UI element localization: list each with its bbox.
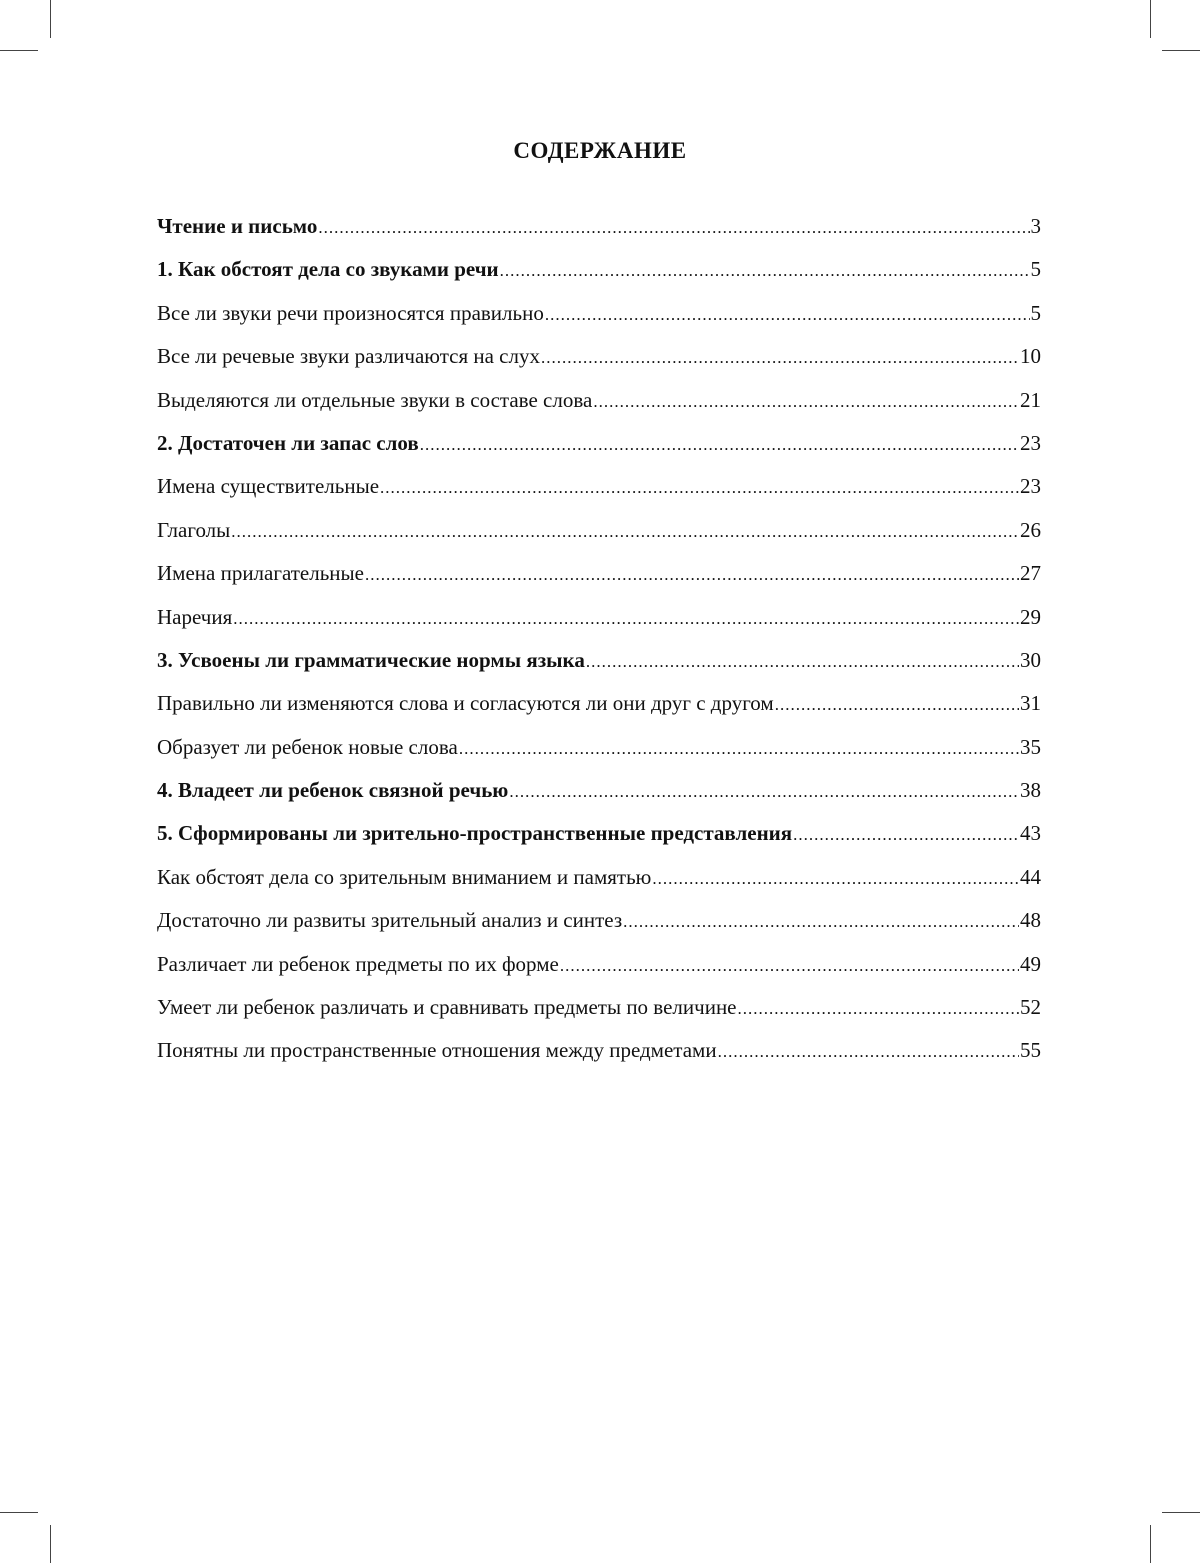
toc-entry-page: 38 (1020, 778, 1041, 803)
toc-leader-dots (775, 683, 1019, 725)
toc-entry-page: 29 (1020, 604, 1041, 629)
toc-leader-dots (593, 380, 1019, 422)
toc-entry-label: Достаточно ли развиты зрительный анализ и синтез (157, 908, 623, 933)
toc-leader-dots (652, 857, 1019, 899)
toc-leader-dots (509, 770, 1019, 812)
page-title: СОДЕРЖАНИЕ (513, 138, 687, 163)
toc-entry-label: Правильно ли изменяются слова и согласуются ли они друг с другом (157, 691, 774, 716)
toc-entry-label: 3. Усвоены ли грамматические нормы языка (157, 647, 585, 672)
toc-leader-dots (380, 466, 1019, 508)
toc-leader-dots (500, 249, 1030, 291)
toc-entry-page: 49 (1020, 951, 1041, 976)
toc-entry[interactable] (157, 292, 1041, 335)
toc-entry-label: 1. Как обстоят дела со звуками речи (157, 257, 499, 282)
crop-mark-bottom-right-h (1162, 1512, 1200, 1513)
toc-entry[interactable] (157, 509, 1041, 552)
crop-mark-bottom-left-v (50, 1525, 51, 1563)
toc-entry-label: Наречия (157, 604, 233, 629)
toc-entry-label: Выделяются ли отдельные звуки в составе слова (157, 387, 593, 412)
toc-leader-dots (545, 293, 1030, 335)
toc-entry-page: 31 (1020, 691, 1041, 716)
toc-entry[interactable] (157, 205, 1041, 248)
crop-mark-bottom-right-v (1150, 1525, 1151, 1563)
toc-entry[interactable] (157, 639, 1041, 682)
toc-entry-label: Умеет ли ребенок различать и сравнивать предметы по величине (157, 995, 737, 1020)
toc-entry[interactable] (157, 422, 1041, 465)
crop-mark-bottom-left-h (0, 1512, 38, 1513)
toc-leader-dots (560, 944, 1019, 986)
toc-entry-label: 5. Сформированы ли зрительно-пространственные представления (157, 821, 793, 846)
toc-entry[interactable] (157, 769, 1041, 812)
toc-entry-label: Все ли звуки речи произносятся правильно (157, 300, 544, 325)
toc-entry[interactable] (157, 552, 1041, 595)
crop-mark-top-right-h (1162, 50, 1200, 51)
toc-entry-label: Образует ли ребенок новые слова (157, 734, 458, 759)
crop-mark-top-left-h (0, 50, 38, 51)
toc-leader-dots (420, 423, 1019, 465)
toc-entry-page: 23 (1020, 474, 1041, 499)
toc-entry-page: 35 (1020, 734, 1041, 759)
toc-entry[interactable] (157, 899, 1041, 942)
toc-leader-dots (365, 553, 1019, 595)
toc-leader-dots (541, 336, 1019, 378)
toc-entry-page: 10 (1020, 344, 1041, 369)
crop-mark-top-left-v (50, 0, 51, 38)
toc-entry[interactable] (157, 1029, 1041, 1072)
crop-mark-top-right-v (1150, 0, 1151, 38)
toc-entry-label: Чтение и письмо (157, 214, 318, 238)
toc-entry-page: 5 (1030, 300, 1041, 325)
toc-entry-label: 4. Владеет ли ребенок связной речью (157, 778, 509, 803)
toc-entry[interactable] (157, 465, 1041, 508)
toc-entry[interactable] (157, 379, 1041, 422)
toc-entry-page: 43 (1020, 821, 1041, 846)
toc-entry-page: 26 (1020, 517, 1041, 542)
toc-entry[interactable] (157, 812, 1041, 855)
toc-entry[interactable] (157, 248, 1041, 291)
toc-entry[interactable] (157, 943, 1041, 986)
toc-entry-label: Как обстоят дела со зрительным вниманием и памятью (157, 864, 652, 889)
toc-entry-label: Различает ли ребенок предметы по их форме (157, 951, 559, 976)
toc-entry-label: Глаголы (157, 517, 231, 542)
toc-entry-page: 52 (1020, 995, 1041, 1020)
toc-leader-dots (718, 1030, 1019, 1072)
toc-leader-dots (738, 987, 1020, 1029)
toc-entry[interactable] (157, 682, 1041, 725)
toc-entry-page: 55 (1020, 1038, 1041, 1063)
toc-entry-page: 30 (1020, 647, 1041, 672)
toc-leader-dots (233, 597, 1019, 639)
toc-entry-label: Имена существительные (157, 474, 380, 499)
toc-entry-label: Все ли речевые звуки различаются на слух (157, 344, 540, 369)
toc-entry-page: 27 (1020, 561, 1041, 586)
toc-leader-dots (459, 727, 1019, 769)
toc-entry-page: 23 (1020, 430, 1041, 455)
toc-leader-dots (623, 900, 1019, 942)
toc-leader-dots (586, 640, 1019, 682)
toc-entry-page: 21 (1020, 387, 1041, 412)
toc-entry-page: 3 (1030, 214, 1041, 238)
toc-entry-label: 2. Достаточен ли запас слов (157, 430, 419, 455)
toc-entry[interactable] (157, 856, 1041, 899)
toc-leader-dots (231, 510, 1019, 552)
toc-leader-dots (318, 206, 1029, 248)
toc-entry-label: Имена прилагательные (157, 561, 364, 586)
toc-entry-page: 48 (1020, 908, 1041, 933)
toc-leader-dots (793, 813, 1019, 855)
toc-entry[interactable] (157, 986, 1041, 1029)
toc-entry-label: Понятны ли пространственные отношения между предметами (157, 1038, 717, 1063)
toc-entry[interactable] (157, 726, 1041, 769)
toc-entry[interactable] (157, 596, 1041, 639)
toc-entry-page: 44 (1020, 864, 1041, 889)
toc-entry-page: 5 (1030, 257, 1041, 282)
toc-entry[interactable] (157, 335, 1041, 378)
table-of-contents (157, 205, 1041, 1073)
